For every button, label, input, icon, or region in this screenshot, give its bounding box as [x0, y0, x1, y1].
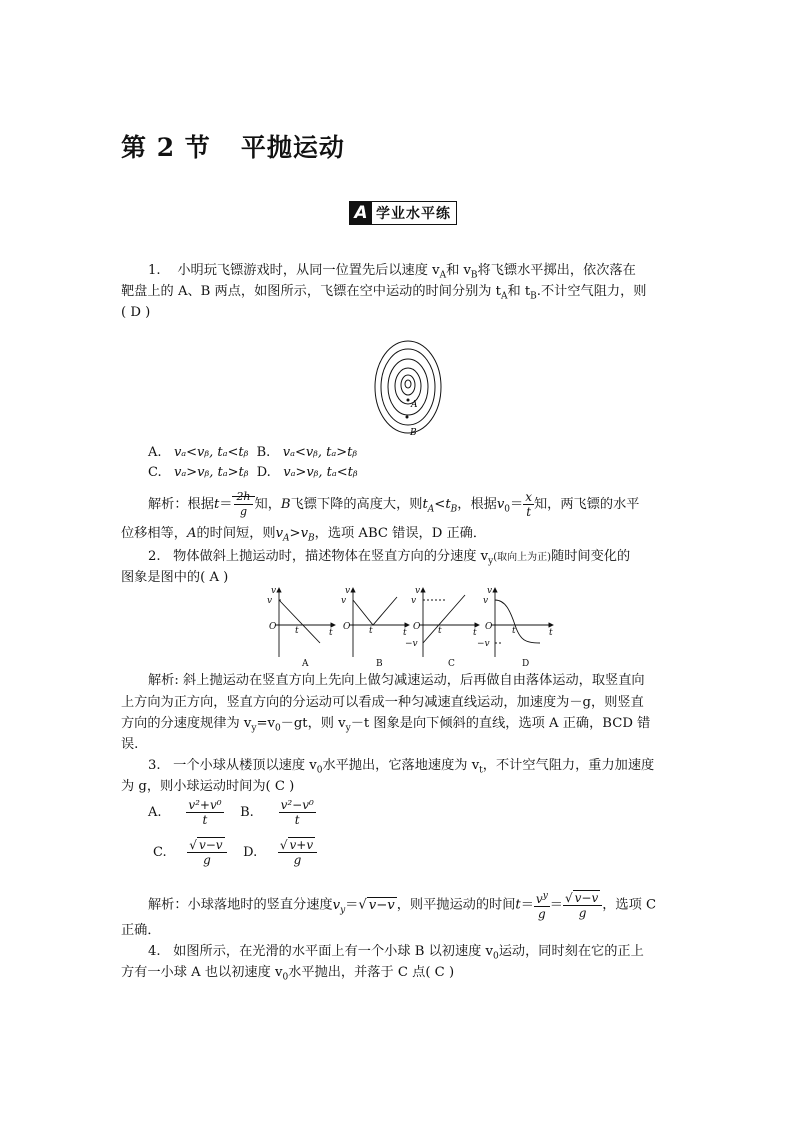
- ring-2: [381, 349, 435, 425]
- q1-line2: 靶盘上的 A、B 两点，如图所示，飞镖在空中运动的时间分别为 $t_A$和 $t_B$.不计空气阻力，则: [121, 284, 647, 302]
- q2-graphs: [255, 585, 565, 670]
- q2-line1: 2. 物体做斜上抛运动时，描述物体在竖直方向的分速度 $v_y$(取向上为正)随时间变化的: [148, 549, 631, 567]
- q2-explain-line1: 解析: 斜上抛运动在竖直方向上先向上做匀减速运动，后再做自由落体运动，取竖直向: [148, 673, 645, 688]
- q3-option-a-label: A.: [148, 805, 162, 820]
- svg-text:t: t: [512, 626, 516, 636]
- svg-text:t: t: [369, 626, 373, 636]
- ring-3: [388, 359, 428, 415]
- badge-text: 学业水平练: [376, 206, 451, 222]
- ring-1: [375, 341, 441, 433]
- q1-number: 1.: [148, 263, 161, 278]
- svg-text:v: v: [483, 596, 489, 606]
- section-name: 平抛运动: [240, 133, 345, 162]
- q2-explain-line2: 上方向为正方向，竖直方向的分运动可以看成一种匀减速直线运动，加速度为－g，则竖直: [121, 695, 644, 710]
- q3-option-b-value: $\frac{\text{v²−v⁰}}{t}$: [280, 798, 314, 827]
- svg-text:v: v: [267, 596, 273, 606]
- q1-explain-line2: 位移相等，A的时间短，则$v_A>v_B$，选项 ABC 错误，D 正确．: [121, 526, 487, 544]
- dartboard-figure: [370, 335, 450, 440]
- q3-option-b-label: B.: [240, 805, 254, 820]
- point-b: [406, 416, 409, 419]
- q2-explain-line3: 方向的分速度规律为 $v_y=v_0-gt$，则 $v_y-t$ 图象是向下倾斜的直线，选项 A 正确，BCD 错: [121, 716, 651, 734]
- badge-letter: A: [350, 202, 372, 224]
- graph-c-label: C: [448, 659, 455, 669]
- q3-answer: ( C ): [265, 779, 295, 794]
- svg-text:t: t: [438, 626, 442, 636]
- q4-line1: 4. 如图所示，在光滑的水平面上有一个小球 B 以初速度 $v_0$运动，同时刻在它的正上: [148, 944, 644, 962]
- q3-option-c-value: $\frac{√ v-v}{g}$: [187, 838, 226, 867]
- q3-line1: 3. 一个小球从楼顶以速度 $v_0$水平抛出，它落地速度为 $v_t$，不计空气阻力，重力加速度: [148, 758, 655, 776]
- q4-line2: 方有一小球 A 也以初速度 $v_0$水平抛出，并落于 C 点( C ): [121, 965, 455, 983]
- q3-options-row1: [148, 798, 316, 827]
- q1-option-a-label: A.: [148, 445, 162, 460]
- q1-option-b-label: B.: [256, 445, 271, 460]
- q2-number: 2.: [148, 549, 161, 564]
- ring-5: [401, 375, 415, 395]
- q1-explain-line1: 解析：根据t＝ $\frac{2h}{g}$ 知，B飞镖下降的高度大，则$t_A<t_B$，根据$v_0=$ $\frac{x}{t}$ 知，两飞镖的水平: [148, 490, 640, 519]
- graph-d-label: D: [522, 659, 530, 669]
- svg-text:v: v: [487, 586, 493, 596]
- svg-text:v: v: [341, 596, 347, 606]
- q1-answer: ( D ): [121, 305, 151, 320]
- point-a: [407, 399, 410, 402]
- svg-text:−v: −v: [477, 639, 490, 649]
- q1-option-a-text: vₐ<vᵦ, tₐ<tᵦ: [173, 445, 249, 460]
- svg-text:t: t: [549, 628, 553, 638]
- page-title: [121, 128, 345, 164]
- q2-explain-line4: 误.: [121, 737, 139, 752]
- label-b: B: [410, 428, 417, 438]
- q2-answer: ( A ): [200, 570, 229, 585]
- q1-option-b-text: vₐ<vᵦ, tₐ>tᵦ: [282, 445, 358, 460]
- q2-line2: 图象是图中的( A ): [121, 570, 229, 585]
- svg-text:O: O: [269, 622, 277, 632]
- section-number: 第 2 节: [121, 133, 211, 162]
- q4-answer: ( C ): [425, 965, 455, 980]
- q3-options-row2: [153, 838, 317, 867]
- q4-number: 4.: [148, 944, 161, 959]
- svg-text:t: t: [473, 628, 477, 638]
- svg-text:t: t: [329, 628, 333, 638]
- graph-b-label: B: [376, 659, 383, 669]
- q1-options-row2: [148, 463, 358, 483]
- q3-option-d-label: D.: [243, 845, 258, 860]
- q1-option-d-label: D.: [256, 465, 271, 480]
- q1-option-c-text: vₐ>vᵦ, tₐ>tᵦ: [174, 465, 249, 480]
- q1-option-d-text: vₐ>vᵦ, tₐ<tᵦ: [283, 465, 358, 480]
- q1-option-c-label: C.: [148, 465, 162, 480]
- q3-option-a-value: $\frac{\text{v²+v⁰}}{t}$: [188, 798, 222, 827]
- svg-text:−v: −v: [405, 639, 418, 649]
- svg-text:v: v: [415, 586, 421, 596]
- svg-text:O: O: [413, 622, 421, 632]
- svg-text:v: v: [411, 596, 417, 606]
- graph-b: [349, 588, 409, 657]
- label-a: A: [411, 400, 418, 410]
- graph-c: [419, 588, 479, 657]
- svg-text:v: v: [271, 586, 277, 596]
- svg-text:t: t: [295, 626, 299, 636]
- svg-text:O: O: [343, 622, 351, 632]
- q3-explain-line1: 解析：小球落地时的竖直分速度$v_y=√$ v−v ，则平抛运动的时间t＝ $\frac{v^y}{g}$ ＝ $\frac{√ v-v}{g}$ ，选项 C: [148, 890, 657, 921]
- q3-option-d-value: $\frac{√ v+v}{g}$: [278, 838, 317, 867]
- graph-d: [491, 588, 553, 657]
- level-badge: [349, 201, 457, 225]
- graph-a: [275, 588, 335, 657]
- graph-a-label: A: [302, 659, 309, 669]
- svg-text:v: v: [345, 586, 351, 596]
- svg-text:t: t: [403, 628, 407, 638]
- q1-options-row1: [148, 443, 357, 463]
- q3-option-c-label: C.: [153, 845, 167, 860]
- q3-number: 3.: [148, 758, 161, 773]
- ring-6: [405, 380, 411, 388]
- svg-text:O: O: [485, 622, 493, 632]
- q1-line1: 1. 小明玩飞镖游戏时，从同一位置先后以速度 $v_A$和 $v_B$将飞镖水平掷出，依次落在: [148, 263, 636, 281]
- q3-line2: 为 g，则小球运动时间为( C ): [121, 779, 295, 794]
- q3-explain-line2: 正确．: [121, 923, 161, 938]
